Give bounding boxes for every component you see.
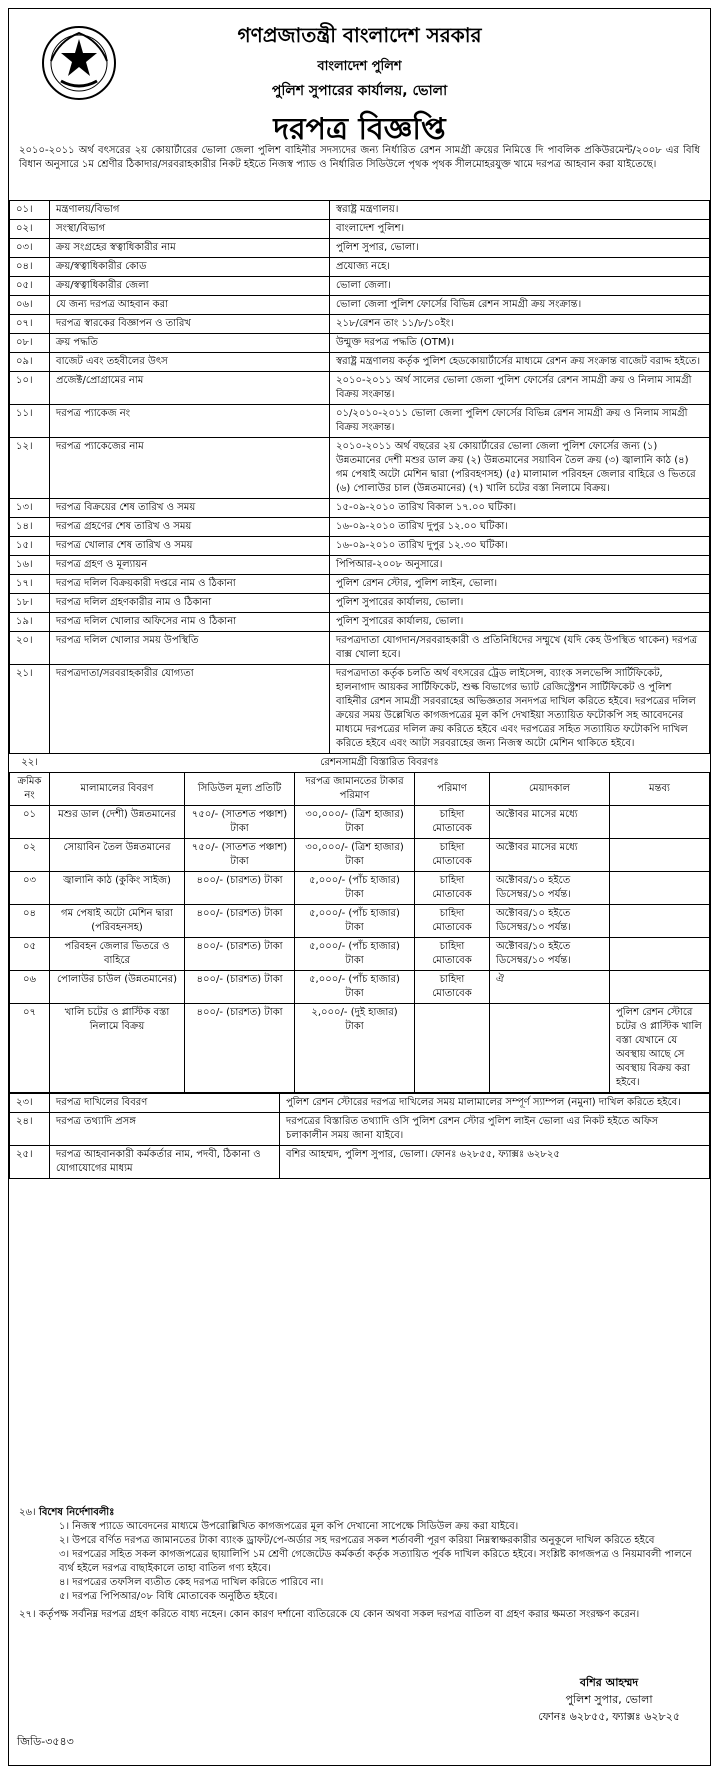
item-desc: গম পেষাই অটো মেশিন দ্বারা (পরিবহনসহ) [50,905,185,938]
column-header: সিডিউল মূল্য প্রতিটি [185,773,295,806]
row-number: ০১। [10,201,50,220]
row-label: দরপত্র গ্রহণের শেষ তারিখ ও সময় [50,518,330,537]
detail-row [10,201,710,220]
column-header: মালামালের বিবরণ [50,773,185,806]
row-number: ১৮। [10,594,50,613]
row-label: দরপত্র দলিল বিক্রয়কারী দপ্তরে নাম ও ঠিকানা [50,575,330,594]
item-deposit: ৫,০০০/- (পাঁচ হাজার) টাকা [295,905,415,938]
detail-row [10,438,710,499]
signatory-contact: ফোনঃ ৬২৮৫৫, ফ্যাক্সঃ ৬২৮২৫ [538,1710,680,1723]
detail-row [10,353,710,372]
item-n: ০১ [10,806,50,839]
row-number: ১৯। [10,613,50,632]
row-label: মন্ত্রণালয়/বিভাগ [50,201,330,220]
item-note: পুলিশ রেশন স্টোরে চটের ও প্লাস্টিক খালি বস্তা যেখানে যে অবস্থায় আছে সে অবস্থায় বিক্রয় করা হইবে। [610,1004,710,1093]
detail-row [10,1094,710,1113]
item-dur: অক্টোবর/১০ হইতে ডিসেম্বর/১০ পর্যন্ত। [490,905,610,938]
item-dur: অক্টোবর মাসের মধ্যে [490,806,610,839]
row-number: ১৩। [10,499,50,518]
item-note [610,806,710,839]
detail-row [10,1146,710,1179]
row-label: যে জন্য দরপত্র আহবান করা [50,296,330,315]
row-number: ০৩। [10,239,50,258]
row-label: দরপত্র প্যাকেজ নং [50,405,330,438]
row-number: ১৬। [10,556,50,575]
detail-row [10,499,710,518]
row-label: দরপত্রদাতা/সরবরাহকারীর যোগ্যতা [50,665,330,754]
row-label: দরপত্র দাখিলের বিবরণ [50,1094,280,1113]
header [9,9,710,147]
row-value: দরপত্রদাতা কর্তৃক চলতি অর্থ বৎসরের ট্রেড লাইসেন্স, ব্যাংক সলভেন্সি সার্টিফিকেট, হালনাগাদ আয়কর সার্টিফিকেট, শুল্ক বিভাগের ভ্যাট রেজিস্ট্রেশন সার্টিফিকেট ও পুলিশ বাহিনীর রেশন সামগ্রী সরবরাহের অভিজ্ঞতার সনদপত্র দাখিল করিতে হইবে। দরপত্রের দলিল ক্রয়ের সময় উল্লেখিত কাগজপত্রের মূল কপি দেখাইয়া সত্যায়িত ফটোকপি সহ আবেদনের মাধ্যমে দরপত্রের দলিল ক্রয় করিতে হইবে এবং দরপত্রের সহিত সত্যায়িত ফটোকপি দাখিল করিতে হইবে এবং আটা সরবরাহের জন্য নিজস্ব অটো মেশিন থাকিতে হইবে। [330,665,710,754]
item-deposit: ৫,০০০/- (পাঁচ হাজার) টাকা [295,872,415,905]
instructions-number: ২৬। [19,1507,36,1518]
row-number: ২৩। [10,1094,50,1113]
signatory-title: পুলিশ সুপার, ভোলা [565,1693,653,1706]
office-name: পুলিশ সুপারের কার্যালয়, ভোলা [271,83,448,99]
tender-details-table [9,200,710,754]
org-name: বাংলাদেশ পুলিশ [317,59,402,74]
row-label: দরপত্র বিক্রয়ের শেষ তারিখ ও সময় [50,499,330,518]
item-dur: অক্টোবর মাসের মধ্যে [490,839,610,872]
item-n: ০৭ [10,1004,50,1093]
column-header: দরপত্র জামানতের টাকার পরিমাণ [295,773,415,806]
items-caption: রেশনসামগ্রী বিস্তারিত বিবরণঃ [320,757,439,768]
item-note [610,971,710,1004]
item-note [610,905,710,938]
row-number: ০৬। [10,296,50,315]
row-number: ০৪। [10,258,50,277]
row-label: ক্রয়/স্বত্বাধিকারীর কোড [50,258,330,277]
detail-row [10,556,710,575]
detail-row [10,220,710,239]
item-row [10,938,710,971]
item-row [10,971,710,1004]
row-number: ১০। [10,372,50,405]
items-caption-row [10,754,710,773]
row-number: ১৫। [10,537,50,556]
row-value: ১৫-০৯-২০১০ তারিখ বিকাল ১৭.০০ ঘটিকা। [330,499,710,518]
item-price: ৪০০/- (চারশত) টাকা [185,1004,295,1093]
item-note [610,938,710,971]
row-label: দরপত্র প্যাকেজের নাম [50,438,330,499]
row-label: বাজেট এবং তহবীলের উৎস [50,353,330,372]
instruction-item: ২। উপরে বর্ণিত দরপত্র জামানতের টাকা ব্যাংক ড্রাফট/পে-অর্ডার সহ দরপত্রের সকল শর্তাবলী পূরণ করিয়া নিম্নস্বাক্ষরকারীর অনুকূলে দাখিল করিতে হইবে [59,1535,655,1546]
item-price: ৪০০/- (চারশত) টাকা [185,971,295,1004]
item-dur: অক্টোবর/১০ হইতে ডিসেম্বর/১০ পর্যন্ত। [490,872,610,905]
row-number: ১৭। [10,575,50,594]
row-value: ১৬-০৯-২০১০ তারিখ দুপুর ১২.০০ ঘটিকা। [330,518,710,537]
row-value: বাংলাদেশ পুলিশ। [330,220,710,239]
row-value: ২১৮/রেশন তাং ১১/৮/১০ইং। [330,315,710,334]
row-value: দরপত্রের বিস্তারিত তথ্যাদি ওসি পুলিশ রেশন স্টোর পুলিশ লাইন ভোলা এর নিকট হইতে অফিস চলাকালীন সময় জানা যাইবে। [280,1113,710,1146]
column-header: মেয়াদকাল [490,773,610,806]
tender-notice [8,8,711,1766]
detail-row [10,372,710,405]
item-n: ০৪ [10,905,50,938]
item-deposit: ৩০,০০০/- (ত্রিশ হাজার) টাকা [295,839,415,872]
detail-row [10,296,710,315]
row-value: ২০১০-২০১১ অর্থ সালের ভোলা জেলা পুলিশ ফোর্সের রেশন সামগ্রী ক্রয় ও নিলাম সামগ্রী বিক্রয় সংক্রান্ত। [330,372,710,405]
item-n: ০৬ [10,971,50,1004]
item-price: ৪০০/- (চারশত) টাকা [185,905,295,938]
row-number: ০২। [10,220,50,239]
detail-row [10,334,710,353]
column-header: মন্তব্য [610,773,710,806]
instruction-item: ৫। দরপত্র পিপিআর/০৮ বিধি মোতাবেক অনুষ্ঠিত হইবে। [59,1591,278,1602]
detail-row [10,1113,710,1146]
item-deposit: ২,০০০/- (দুই হাজার) টাকা [295,1004,415,1093]
item-price: ৭৫০/- (সাতশত পঞ্চাশ) টাকা [185,839,295,872]
row-value: ১৬-০৯-২০১০ তারিখ দুপুর ১২.৩০ ঘটিকা। [330,537,710,556]
row-number: ১১। [10,405,50,438]
final-text: কর্তৃপক্ষ সর্বনিম্ন দরপত্র গ্রহণ করিতে বাধ্য নহেন। কোন কারণ দর্শানো ব্যতিরেকে যে কোন অথবা সকল দরপত্র বাতিল বা গ্রহণ করার ক্ষমতা সংরক্ষণ করেন। [39,1609,640,1620]
detail-row [10,315,710,334]
instruction-item: ৪। দরপত্রের তফসিল ব্যতীত কেহ দরপত্র দাখিল করিতে পারিবে না। [59,1577,324,1588]
detail-row [10,277,710,296]
item-qty: চাহিদা মোতাবেক [415,905,490,938]
item-deposit: ৩০,০০০/- (ত্রিশ হাজার) টাকা [295,806,415,839]
detail-row [10,632,710,665]
item-row [10,872,710,905]
final-number: ২৭। [19,1609,36,1620]
row-value: স্বরাষ্ট্র মন্ত্রণালয়। [330,201,710,220]
row-label: প্রজেক্ট/প্রোগ্রামের নাম [50,372,330,405]
tender-details-table-2 [9,1093,710,1179]
instructions-title: বিশেষ নির্দেশাবলীঃ [39,1507,115,1518]
detail-row [10,258,710,277]
row-number: ০৭। [10,315,50,334]
detail-row [10,239,710,258]
signature-block [538,1674,680,1725]
row-number: ০৫। [10,277,50,296]
items-caption-number: ২২। [21,757,38,768]
row-number: ২৪। [10,1113,50,1146]
item-qty: চাহিদা মোতাবেক [415,872,490,905]
row-number: ০৯। [10,353,50,372]
row-number: ১২। [10,438,50,499]
item-qty [415,1004,490,1093]
govt-title: গণপ্রজাতন্ত্রী বাংলাদেশ সরকার [237,23,482,47]
row-label: দরপত্র স্বারকের বিজ্ঞাপন ও তারিখ [50,315,330,334]
item-price: ৪০০/- (চারশত) টাকা [185,938,295,971]
intro-paragraph: ২০১০-২০১১ অর্থ বৎসরের ২য় কোয়ার্টারের ভোলা জেলা পুলিশ বাহিনীর সদস্যদের জন্য নির্ধারিত রেশন সামগ্রী ক্রয়ের নিমিত্তে দি পাবলিক প্রকিউরমেন্ট/২০০৮ এর বিধি বিধান অনুসারে ১ম শ্রেণীর ঠিকাদার/সরবরাহকারীর নিকট হইতে নিজস্ব প্যাড ও নির্ধারিত সিডিউলে পৃথক পৃথক সীলমোহরযুক্ত খামে দরপত্র আহবান করা যাইতেছে। [19,145,700,170]
item-row [10,905,710,938]
row-label: ক্রয় পদ্ধতি [50,334,330,353]
signatory-name: বশির আহম্মদ [579,1676,639,1689]
item-desc: পরিবহন জেলার ভিতরে ও বাহিরে [50,938,185,971]
row-number: ০৮। [10,334,50,353]
item-n: ০৫ [10,938,50,971]
row-label: দরপত্র দলিল খোলার অফিসের নাম ও ঠিকানা [50,613,330,632]
row-value: উন্মুক্ত দরপত্র পদ্ধতি (OTM)। [330,334,710,353]
detail-row [10,594,710,613]
detail-row [10,405,710,438]
detail-row [10,575,710,594]
detail-row [10,665,710,754]
item-row [10,806,710,839]
item-dur: অক্টোবর/১০ হইতে ডিসেম্বর/১০ পর্যন্ত। [490,938,610,971]
item-qty: চাহিদা মোতাবেক [415,971,490,1004]
row-value: পুলিশ সুপার, ভোলা। [330,239,710,258]
item-dur [490,1004,610,1093]
row-value: পুলিশ রেশন স্টোর, পুলিশ লাইন, ভোলা। [330,575,710,594]
row-number: ২১। [10,665,50,754]
item-row [10,1004,710,1093]
item-deposit: ৫,০০০/- (পাঁচ হাজার) টাকা [295,971,415,1004]
row-label: ক্রয়/স্বত্বাধিকারীর জেলা [50,277,330,296]
detail-row [10,537,710,556]
row-value: দরপত্রদাতা যোগদান/সরবরাহকারী ও প্রতিনিধিদের সম্মুখে (যদি কেহ উপস্থিত থাকেন) দরপত্র বাক্স খোলা হবে। [330,632,710,665]
gd-code: জিডি-৩৫৪৩ [17,1735,74,1748]
item-dur: ঐ [490,971,610,1004]
row-value: পিপিআর-২০০৮ অনুসারে। [330,556,710,575]
item-desc: মশুর ডাল (দেশী) উন্নতমানের [50,806,185,839]
row-value: বশির আহম্মদ, পুলিশ সুপার, ভোলা। ফোনঃ ৬২৮৫৫, ফ্যাক্সঃ ৬২৮২৫ [280,1146,710,1179]
row-number: ২০। [10,632,50,665]
item-desc: জ্বালানি কাঠ (কুকিং সাইজ) [50,872,185,905]
row-value: ভোলা জেলা। [330,277,710,296]
item-qty: চাহিদা মোতাবেক [415,938,490,971]
row-label: দরপত্র আহবানকারী কর্মকর্তার নাম, পদবী, ঠিকানা ও যোগাযোগের মাধ্যম [50,1146,280,1179]
item-price: ৪০০/- (চারশত) টাকা [185,872,295,905]
item-desc: পোলাউর চাউল (উন্নতমানের) [50,971,185,1004]
items-table [9,754,710,1093]
row-value: পুলিশ সুপারের কার্যালয়, ভোলা। [330,594,710,613]
detail-row [10,518,710,537]
row-value: প্রযোজ্য নহে। [330,258,710,277]
row-label: দরপত্র তথ্যাদি প্রসঙ্গ [50,1113,280,1146]
row-value: স্বরাষ্ট্র মন্ত্রণালয় কর্তৃক পুলিশ হেডকোয়ার্টার্সের মাধ্যমে রেশন ক্রয় সংক্রান্ত বাজেট বরাদ্দ হইতে। [330,353,710,372]
item-desc: খালি চটের ও প্লাস্টিক বস্তা নিলামে বিক্রয় [50,1004,185,1093]
row-number: ১৪। [10,518,50,537]
item-note [610,839,710,872]
item-row [10,839,710,872]
row-value: পুলিশ রেশন স্টোরের দরপত্র দাখিলের সময় মালামালের সম্পূর্ণ স্যাম্পল (নমুনা) দাখিল করিতে হইবে। [280,1094,710,1113]
item-price: ৭৫০/- (সাতশত পঞ্চাশ) টাকা [185,806,295,839]
row-value: ২০১০-২০১১ অর্থ বছরের ২য় কোয়ার্টারের ভোলা জেলা পুলিশ ফোর্সের জন্য (১) উন্নতমানের দেশী মশুর ডাল ক্রয় (২) উন্নতমানের সয়াবিন তৈল ক্রয় (৩) জ্বালানি কাঠ (৪) গম পেষাই অটো মেশিন দ্বারা (পরিবহণসহ) (৫) মালামাল পরিবহন জেলার বাহিরে ও ভিতরে (৬) পোলাউর চাল (উন্নতমানের) (৭) খালি চটের বস্তা নিলামে বিক্রয়। [330,438,710,499]
item-n: ০৩ [10,872,50,905]
row-value: ০১/২০১০-২০১১ ভোলা জেলা পুলিশ ফোর্সের বিভিন্ন রেশন সামগ্রী ক্রয় ও নিলাম সামগ্রী বিক্রয় সংক্রান্ত। [330,405,710,438]
row-number: ২৫। [10,1146,50,1179]
row-label: দরপত্র গ্রহণ ও মূল্যায়ন [50,556,330,575]
row-label: দরপত্র দলিল গ্রহণকারীর নাম ও ঠিকানা [50,594,330,613]
instruction-item: ১। নিজস্ব প্যাডে আবেদনের মাধ্যমে উপরোল্লিখিত কাগজপত্রের মূল কপি দেখানো সাপেক্ষে সিডিউল ক্রয় করা যাইবে। [59,1521,519,1532]
item-note [610,872,710,905]
column-header: পরিমাণ [415,773,490,806]
notice-title: দরপত্র বিজ্ঞপ্তি [273,112,446,147]
row-label: দরপত্র খোলার শেষ তারিখ ও সময় [50,537,330,556]
item-qty: চাহিদা মোতাবেক [415,806,490,839]
row-label: সংস্থা/বিভাগ [50,220,330,239]
item-qty: চাহিদা মোতাবেক [415,839,490,872]
item-deposit: ৫,০০০/- (পাঁচ হাজার) টাকা [295,938,415,971]
instruction-item: ৩। দরপত্রের সহিত সকল কাগজপত্রের ছায়ালিপি ১ম শ্রেণী গেজেটেড কর্মকর্তা কর্তৃক সত্যায়িত পূর্বক দাখিল করিতে হইবে। সংশ্লিষ্ট কাগজপত্র ও নিয়মাবলী পালনে ব্যর্থ হইলে দরপত্র বাছাইকালে তাহা বাতিল গণ্য হইবে। [59,1549,692,1574]
row-value: ভোলা জেলা পুলিশ ফোর্সের বিভিন্ন রেশন সামগ্রী ক্রয় সংক্রান্ত। [330,296,710,315]
row-label: ক্রয় সংগ্রহের স্বত্বাধিকারীর নাম [50,239,330,258]
column-header: ক্রমিক নং [10,773,50,806]
item-desc: সোয়াবিন তৈল উন্নতমানের [50,839,185,872]
item-n: ০২ [10,839,50,872]
detail-row [10,613,710,632]
row-value: পুলিশ সুপারের কার্যালয়, ভোলা। [330,613,710,632]
items-header-row [10,773,710,806]
row-label: দরপত্র দলিল খোলার সময় উপস্থিতি [50,632,330,665]
